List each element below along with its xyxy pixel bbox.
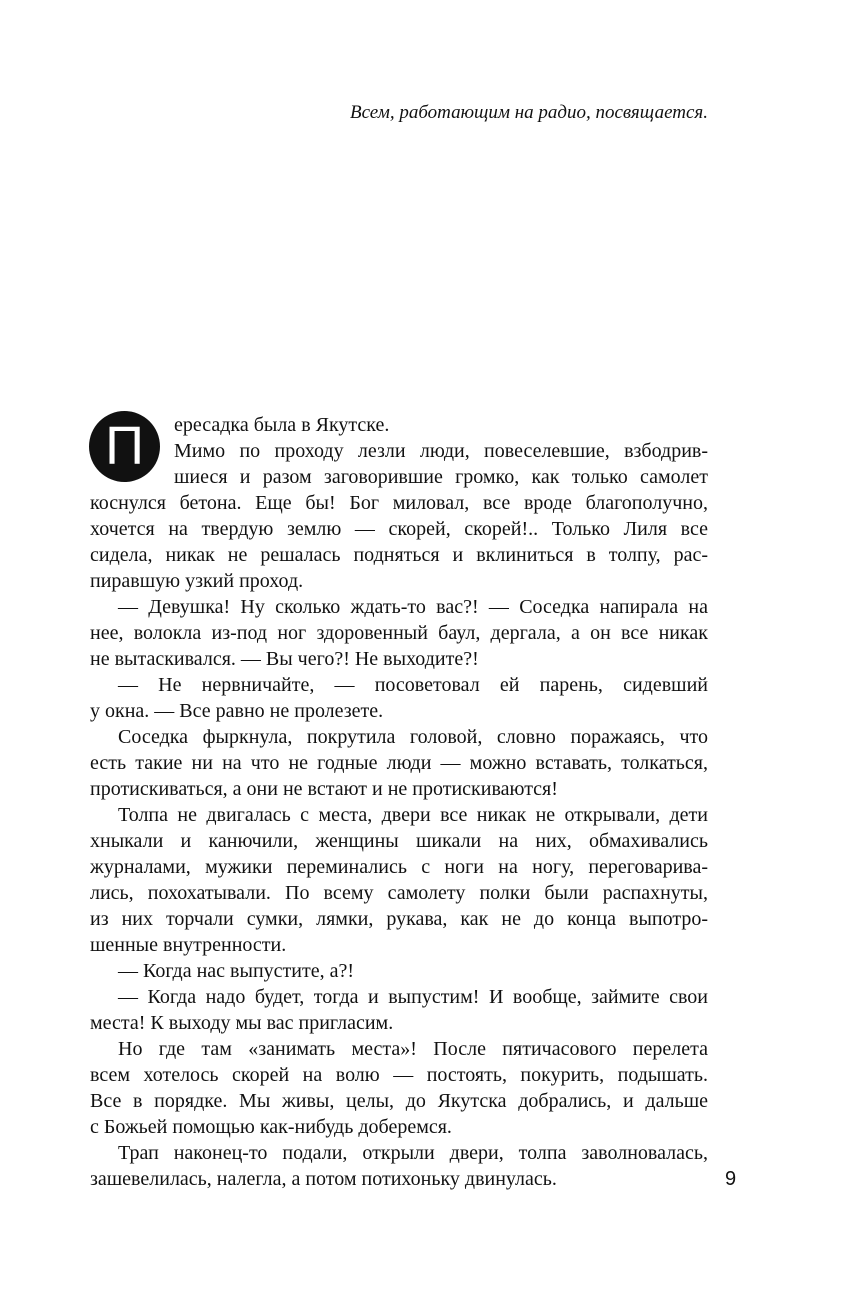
text-line: Но где там «занимать места»! После пятичасового перелета bbox=[118, 1038, 708, 1060]
text-line: Все в порядке. Мы живы, целы, до Якутска добрались, и дальше bbox=[90, 1090, 708, 1112]
text-line: Мимо по проходу лезли люди, повеселевшие, взбодрив- bbox=[174, 440, 708, 462]
text-line: зашевелилась, налегла, а потом потихоньку двинулась. bbox=[90, 1168, 557, 1190]
text-line: Трап наконец-то подали, открыли двери, толпа заволновалась, bbox=[118, 1142, 708, 1164]
text-line: всем хотелось скорей на волю — постоять, покурить, подышать. bbox=[90, 1064, 708, 1086]
text-line: пиравшую узкий проход. bbox=[90, 570, 304, 592]
paragraph bbox=[90, 672, 708, 724]
text-line: коснулся бетона. Еще бы! Бог миловал, все вроде благополучно, bbox=[90, 492, 708, 514]
body-text bbox=[90, 412, 708, 1192]
text-line: — Девушка! Ну сколько ждать-то вас?! — Соседка напирала на bbox=[118, 596, 708, 618]
text-line: хочется на твердую землю — скорей, скорей!.. Только Лиля все bbox=[90, 518, 708, 540]
text-line: протискиваться, а они не встают и не протискиваются! bbox=[90, 778, 558, 800]
text-line: не вытаскивался. — Вы чего?! Не выходите?! bbox=[90, 648, 479, 670]
epigraph: Всем, работающим на радио, посвящается. bbox=[349, 102, 708, 123]
text-line: ересадка была в Якутске. bbox=[174, 414, 390, 436]
text-line: хныкали и канючили, женщины шикали на них, обмахивались bbox=[90, 830, 708, 852]
paragraph bbox=[90, 438, 708, 594]
paragraph bbox=[90, 958, 708, 984]
paragraph bbox=[90, 802, 708, 958]
text-line: — Когда надо будет, тогда и выпустим! И вообще, займите свои bbox=[118, 986, 708, 1008]
drop-cap-letter: П bbox=[105, 416, 144, 476]
text-line: шиеся и разом заговорившие громко, как только самолет bbox=[174, 466, 708, 488]
text-line: с Божьей помощью как-нибудь доберемся. bbox=[90, 1116, 452, 1138]
text-line: сидела, никак не решалась подняться и вклиниться в толпу, рас- bbox=[90, 544, 708, 566]
text-line: места! К выходу мы вас пригласим. bbox=[90, 1012, 394, 1034]
text-line: есть такие ни на что не годные люди — можно вставать, толкаться, bbox=[90, 752, 708, 774]
paragraph bbox=[90, 724, 708, 802]
page-number: 9 bbox=[725, 1168, 737, 1190]
paragraph bbox=[90, 412, 708, 438]
paragraph bbox=[90, 594, 708, 672]
paragraph bbox=[90, 1140, 708, 1192]
text-line: нее, волокла из-под ног здоровенный баул, дергала, а он все никак bbox=[90, 622, 708, 644]
text-line: Толпа не двигалась с места, двери все никак не открывали, дети bbox=[118, 804, 708, 826]
paragraph bbox=[90, 984, 708, 1036]
text-line: из них торчали сумки, лямки, рукава, как не до конца выпотро- bbox=[90, 908, 708, 930]
text-line: — Не нервничайте, — посоветовал ей парень, сидевший bbox=[118, 674, 708, 696]
paragraph bbox=[90, 1036, 708, 1140]
text-line: лись, похохатывали. По всему самолету полки были распахнуты, bbox=[90, 882, 708, 904]
text-line: у окна. — Все равно не пролезете. bbox=[90, 700, 384, 722]
text-line: — Когда нас выпустите, а?! bbox=[118, 960, 354, 982]
text-line: Соседка фыркнула, покрутила головой, словно поражаясь, что bbox=[118, 726, 708, 748]
text-line: журналами, мужики переминались с ноги на ногу, переговарива- bbox=[90, 856, 708, 878]
text-line: шенные внутренности. bbox=[90, 934, 287, 956]
